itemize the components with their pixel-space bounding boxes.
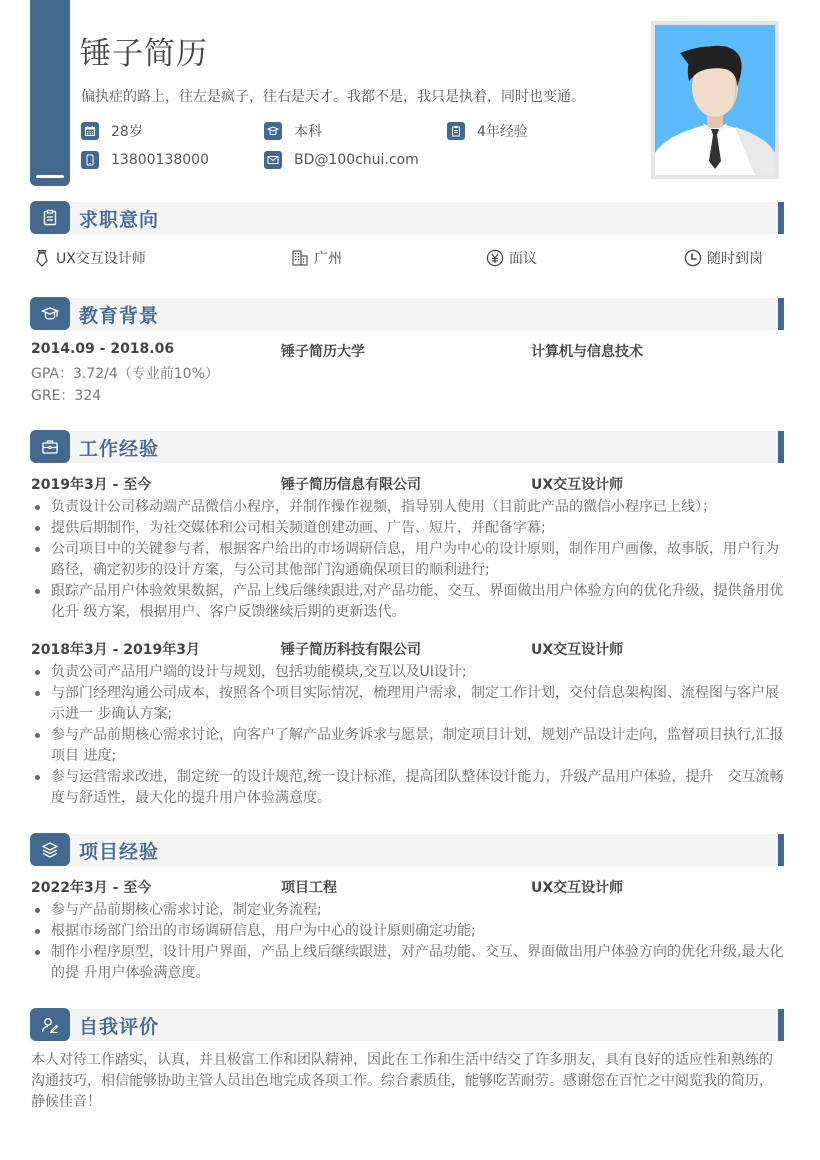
intent-salary-value: 面议 [509, 251, 537, 267]
list-item: 公司项目中的关键参与者，根据客户给出的市场调研信息，用户为中心的设计原则，制作用户画像，故事版，用户行为路径，确定初步的设计方案，与公司其他部门沟通确保项目的顺利进行; [31, 539, 785, 581]
education-major: 计算机与信息技术 [531, 344, 643, 360]
info-experience-value: 4年经验 [477, 124, 528, 140]
graduation-cap-icon [264, 122, 282, 140]
layers-icon [30, 833, 70, 866]
list-item: 制作小程序原型，设计用户界面，产品上线后继续跟进，对产品功能、交互、界面做出用户体验方向的优化升级,最大化的提 升用户体验满意度。 [31, 942, 785, 984]
info-email [264, 151, 419, 169]
list-item: 参与产品前期核心需求讨论，制定业务流程; [31, 900, 785, 921]
job-1-row [31, 474, 783, 494]
intent-position [33, 248, 146, 268]
info-phone-value[interactable]: 13800138000 [111, 152, 209, 168]
education-period: 2014.09 - 2018.06 [31, 341, 175, 357]
avatar-photo [651, 21, 779, 179]
section-intent-header [30, 202, 784, 234]
calendar-icon [81, 122, 99, 140]
list-item: 与部门经理沟通公司成本，按照各个项目实际情况，梳理用户需求，制定工作计划，交付信息架构图、流程图与客户展示进一 步确认方案; [31, 683, 785, 725]
section-project-header [30, 834, 784, 866]
section-end-bar [778, 202, 784, 234]
phone-icon [81, 151, 99, 169]
yen-icon [486, 249, 504, 267]
project-name: 项目工程 [281, 880, 337, 896]
section-title: 工作经验 [79, 438, 160, 460]
intent-city-value: 广州 [314, 251, 342, 267]
job-period: 2018年3月 - 2019年3月 [31, 642, 200, 658]
education-gpa: GPA：3.72/4（专业前10%） [31, 366, 219, 382]
section-end-bar [778, 834, 784, 866]
job-intent [33, 248, 773, 268]
briefcase-icon [30, 430, 70, 463]
project-period: 2022年3月 - 至今 [31, 880, 152, 896]
info-age-value: 28岁 [111, 124, 143, 140]
project-role: UX交互设计师 [531, 880, 624, 896]
clipboard-icon [447, 122, 465, 140]
info-phone [81, 151, 209, 169]
education-gre: GRE：324 [31, 388, 102, 404]
education-school: 锤子简历大学 [281, 344, 365, 360]
intent-salary [486, 248, 537, 268]
intent-availability [684, 248, 763, 268]
accent-dash [36, 175, 64, 178]
list-item: 负责公司产品用户端的设计与规划，包括功能模块,交互以及UI设计; [31, 662, 785, 683]
section-self-header [30, 1009, 784, 1041]
building-icon [291, 249, 309, 267]
info-degree-value: 本科 [294, 124, 322, 140]
list-item: 参与产品前期核心需求讨论，向客户了解产品业务诉求与愿景，制定项目计划，规划产品设计走向，监督项目执行,汇报项目 进度; [31, 725, 785, 767]
section-end-bar [778, 298, 784, 330]
tie-icon [33, 249, 51, 267]
info-email-value[interactable]: BD@100chui.com [294, 152, 419, 168]
job-1-duties [31, 497, 785, 623]
list-item: 根据市场部门给出的市场调研信息，用户为中心的设计原则确定功能; [31, 921, 785, 942]
job-role: UX交互设计师 [531, 642, 624, 658]
job-company: 锤子简历信息有限公司 [281, 477, 421, 493]
section-title: 自我评价 [79, 1016, 160, 1038]
list-item: 参与运营需求改进，制定统一的设计规范,统一设计标准，提高团队整体设计能力，升级产品用户体验，提升 交互流畅度与舒适性，最大化的提升用户体验满意度。 [31, 767, 785, 809]
list-item: 跟踪产品用户体验效果数据，产品上线后继续跟进,对产品功能、交互、界面做出用户体验方向的优化升级，提供备用优化升 级方案，根据用户、客户反馈继续后期的更新迭代。 [31, 581, 785, 623]
section-title: 求职意向 [79, 209, 160, 231]
avatar-illustration [655, 25, 775, 175]
clipboard-icon [30, 201, 70, 234]
section-work-header [30, 431, 784, 463]
motto: 偏执症的路上，往左是疯子，往右是天才。我都不是，我只是执着，同时也变通。 [81, 89, 585, 105]
accent-bar [30, 0, 70, 186]
section-end-bar [778, 1009, 784, 1041]
mail-icon [264, 151, 282, 169]
section-title: 教育背景 [79, 305, 160, 327]
info-degree [264, 121, 322, 141]
job-2-row [31, 639, 783, 659]
project-duties [31, 900, 785, 984]
education-row [31, 341, 783, 361]
list-item: 负责设计公司移动端产品微信小程序，并制作操作视频，指导别人使用（目前此产品的微信小程序已上线）； [31, 497, 785, 518]
section-education-header [30, 298, 784, 330]
intent-city [291, 248, 342, 268]
section-title: 项目经验 [79, 841, 160, 863]
job-company: 锤子简历科技有限公司 [281, 642, 421, 658]
job-role: UX交互设计师 [531, 477, 624, 493]
section-end-bar [778, 431, 784, 463]
project-row [31, 877, 783, 897]
self-evaluation: 本人对待工作踏实，认真，并且极富工作和团队精神，因此在工作和生活中结交了许多朋友，具有良好的适应性和熟练的沟通技巧，相信能够协助主管人员出色地完成各项工作。综合素质佳，能够吃苦耐劳。感谢您在百忙之中阅览我的简历，静候佳音！ [31, 1052, 773, 1110]
intent-position-value: UX交互设计师 [56, 251, 146, 267]
list-item: 提供后期制作，为社交媒体和公司相关频道创建动画、广告、短片，并配备字幕; [31, 518, 785, 539]
intent-availability-value: 随时到岗 [707, 251, 763, 267]
graduation-cap-icon [30, 297, 70, 330]
user-edit-icon [30, 1008, 70, 1041]
job-period: 2019年3月 - 至今 [31, 477, 152, 493]
clock-icon [684, 249, 702, 267]
info-experience [447, 121, 528, 141]
resume-name: 锤子简历 [80, 36, 208, 72]
info-age [81, 121, 143, 141]
job-2-duties [31, 662, 785, 809]
